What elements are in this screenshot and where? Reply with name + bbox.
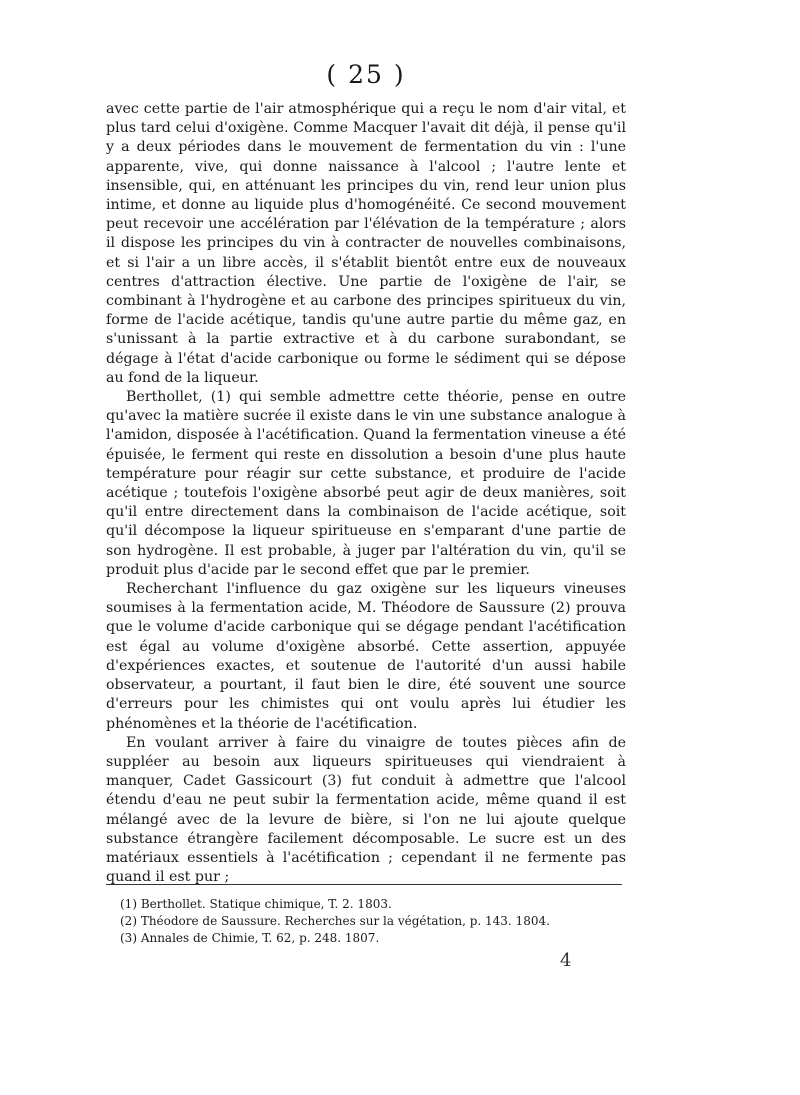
footnote: (2) Théodore de Saussure. Recherches sur la végétation, p. 143. 1804. (120, 914, 550, 928)
footnote-rule (106, 884, 622, 885)
paragraph: Berthollet, (1) qui semble admettre cette théorie, pense en outre qu'avec la matière sucrée il existe dans le vin une substance analogue à l'amidon, disposée à l'acétification. Quand la fermentation vineuse a été épuisée, le ferment qui reste en dissolution a besoin d'une plus haute température pour réagir sur cette substance, et produire de l'acide acétique ; toutefois l'oxigène absorbé peut agir de deux manières, soit qu'il entre directement dans la combinaison de l'acide acétique, soit qu'il décompose la liqueur spiritueuse en s'emparant d'une partie de son hydrogène. Il est probable, à juger par l'altération du vin, qu'il se produit plus d'acide par le second effet que par le premier. (106, 389, 626, 578)
footnote: (3) Annales de Chimie, T. 62, p. 248. 1807. (120, 931, 380, 945)
signature-mark: 4 (560, 950, 572, 971)
footnote: (1) Berthollet. Statique chimique, T. 2. 1803. (120, 897, 392, 911)
body-text (106, 100, 626, 887)
footnotes (120, 896, 620, 947)
paragraph: En voulant arriver à faire du vinaigre de toutes pièces afin de suppléer au besoin aux liqueurs spiritueuses qui viendraient à manquer, Cadet Gassicourt (3) fut conduit à admettre que l'alcool étendu d'eau ne peut subir la fermentation acide, même quand il est mélangé avec de la levure de bière, si l'on ne lui ajoute quelque substance étrangère facilement décomposable. Le sucre est un des matériaux essentiels à l'acétification ; cependant il ne fermente pas quand il est pur ; (106, 734, 626, 886)
page-number: ( 25 ) (326, 60, 406, 89)
paragraph: Recherchant l'influence du gaz oxigène sur les liqueurs vineuses soumises à la fermentation acide, M. Théodore de Saussure (2) prouva que le volume d'acide carbonique qui se dégage pendant l'acétification est égal au volume d'oxigène absorbé. Cette assertion, appuyée d'expériences exactes, et soutenue de l'autorité d'un aussi habile observateur, a pourtant, il faut bien le dire, été souvent une source d'erreurs pour les chimistes qui ont voulu après lui étudier les phénomènes et la théorie de l'acétification. (106, 581, 626, 732)
paragraph: avec cette partie de l'air atmosphérique qui a reçu le nom d'air vital, et plus tard celui d'oxigène. Comme Macquer l'avait dit déjà, il pense qu'il y a deux périodes dans le mouvement de fermentation du vin : l'une apparente, vive, qui donne naissance à l'alcool ; l'autre lente et insensible, qui, en atténuant les principes du vin, rend leur union plus intime, et donne au liquide plus d'homogénéité. Ce second mouvement peut recevoir une accélération par l'élévation de la température ; alors il dispose les principes du vin à contracter de nouvelles combinaisons, et si l'air a un libre accès, il s'établit bientôt entre eux de nouveaux centres d'attraction élective. Une partie de l'oxigène de l'air, se combinant à l'hydrogène et au carbone des principes spiritueux du vin, forme de l'acide acétique, tandis qu'une autre partie du même gaz, en s'unissant à la partie extractive et à du carbone surabondant, se dégage à l'état d'acide carbonique ou forme le sédiment qui se dépose au fond de la liqueur. (106, 101, 626, 386)
